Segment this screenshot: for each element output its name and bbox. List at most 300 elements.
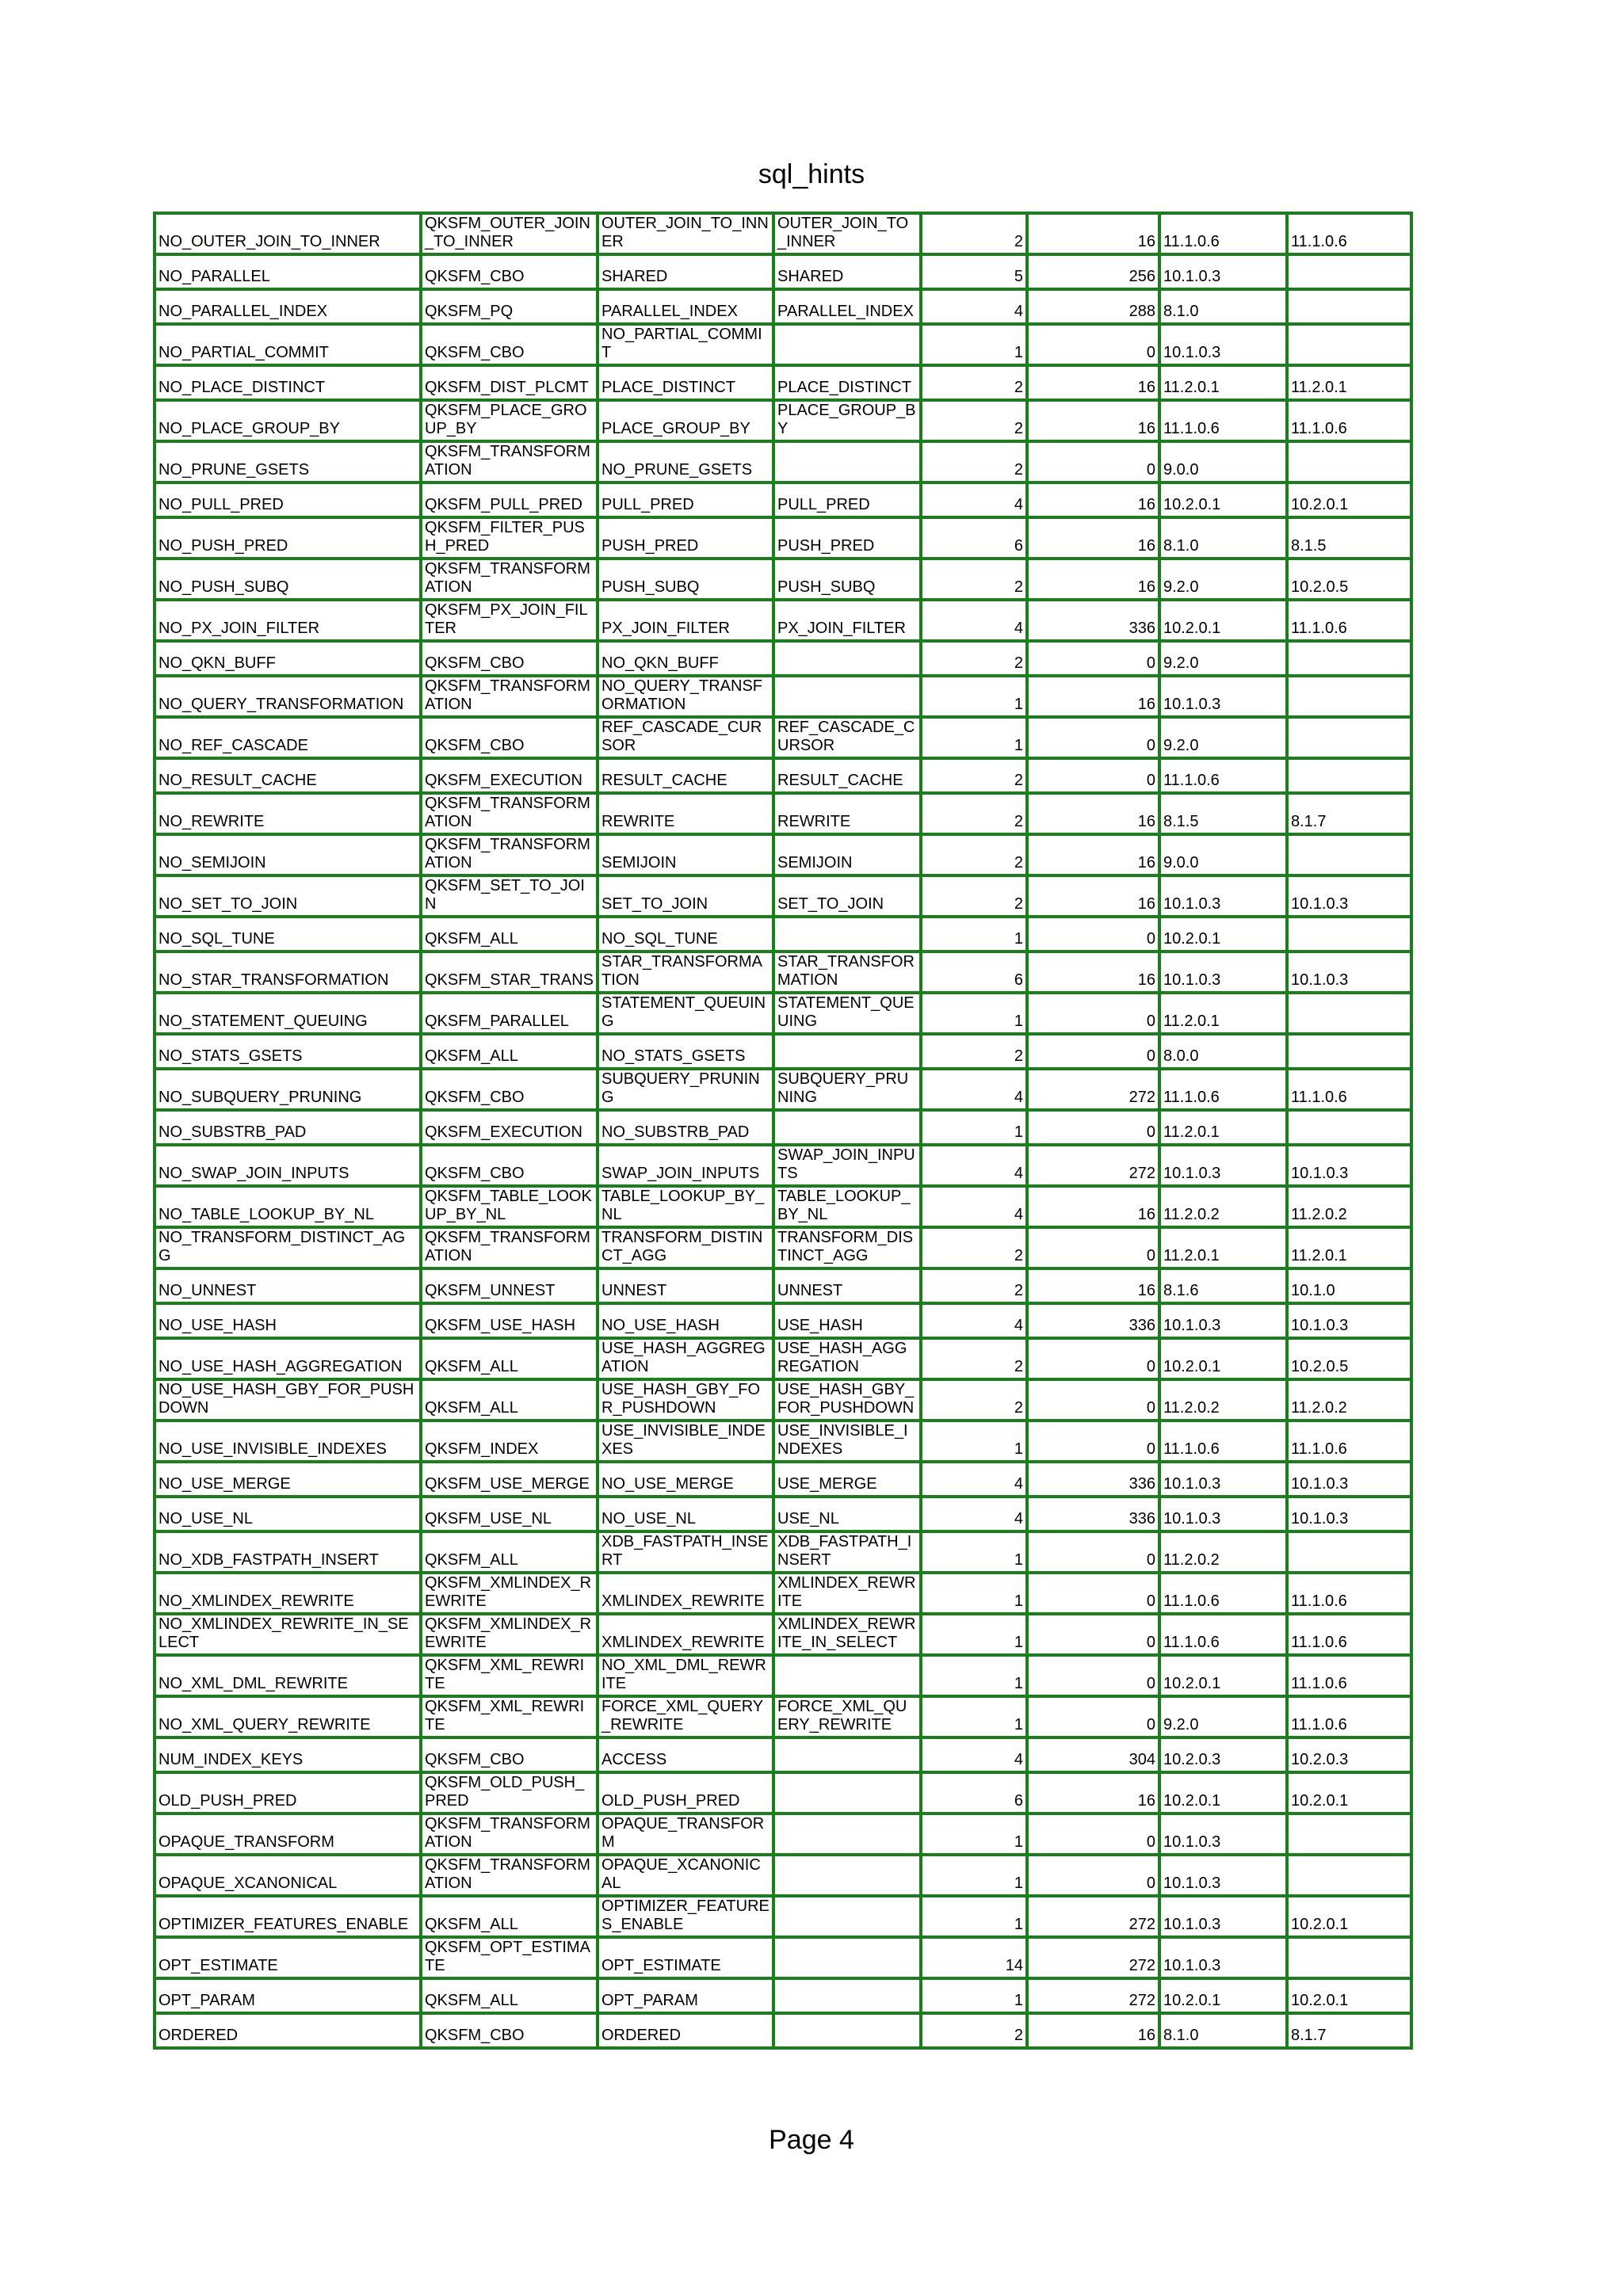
- table-row: [155, 1937, 1411, 1978]
- flags-cell: 16: [1027, 676, 1159, 717]
- hint-name-cell: NO_QKN_BUFF: [155, 641, 421, 676]
- hint-name-cell: NO_PX_JOIN_FILTER: [155, 600, 421, 641]
- outline-version-cell: 10.2.0.3: [1287, 1737, 1411, 1772]
- hints-table: [153, 212, 1413, 2050]
- hint-name-cell: OPT_ESTIMATE: [155, 1937, 421, 1978]
- inverse-cell: SHARED: [773, 254, 921, 289]
- feature-cell: QKSFM_TRANSFORMATION: [421, 793, 598, 834]
- version-cell: 10.1.0.3: [1159, 1145, 1287, 1186]
- class-cell: OPT_ESTIMATE: [598, 1937, 773, 1978]
- inverse-cell: RESULT_CACHE: [773, 758, 921, 793]
- class-cell: XDB_FASTPATH_INSERT: [598, 1531, 773, 1573]
- hint-name-cell: NO_USE_MERGE: [155, 1462, 421, 1497]
- table-row: [155, 758, 1411, 793]
- version-cell: 10.2.0.1: [1159, 1655, 1287, 1696]
- version-cell: 10.1.0.3: [1159, 1937, 1287, 1978]
- feature-cell: QKSFM_PQ: [421, 289, 598, 324]
- version-count-cell: 4: [921, 1497, 1027, 1531]
- version-count-cell: 4: [921, 482, 1027, 517]
- flags-cell: 0: [1027, 441, 1159, 482]
- table-row: [155, 1814, 1411, 1855]
- version-cell: 9.2.0: [1159, 1696, 1287, 1737]
- version-cell: 10.1.0.3: [1159, 1814, 1287, 1855]
- inverse-cell: XMLINDEX_REWRITE: [773, 1573, 921, 1614]
- class-cell: TABLE_LOOKUP_BY_NL: [598, 1186, 773, 1227]
- inverse-cell: [773, 1772, 921, 1814]
- table-row: [155, 875, 1411, 917]
- version-cell: 10.1.0.3: [1159, 676, 1287, 717]
- outline-version-cell: 11.1.0.6: [1287, 600, 1411, 641]
- class-cell: NO_STATS_GSETS: [598, 1034, 773, 1069]
- outline-version-cell: [1287, 324, 1411, 365]
- flags-cell: 0: [1027, 1814, 1159, 1855]
- version-count-cell: 2: [921, 365, 1027, 400]
- class-cell: UNNEST: [598, 1268, 773, 1303]
- hint-name-cell: OPTIMIZER_FEATURES_ENABLE: [155, 1896, 421, 1937]
- table-row: [155, 1855, 1411, 1896]
- flags-cell: 0: [1027, 1110, 1159, 1145]
- class-cell: USE_HASH_AGGREGATION: [598, 1338, 773, 1379]
- feature-cell: QKSFM_TRANSFORMATION: [421, 1227, 598, 1268]
- feature-cell: QKSFM_ALL: [421, 1338, 598, 1379]
- outline-version-cell: 11.1.0.6: [1287, 400, 1411, 441]
- outline-version-cell: 8.1.5: [1287, 517, 1411, 559]
- version-cell: 10.2.0.1: [1159, 1978, 1287, 2013]
- version-count-cell: 4: [921, 1069, 1027, 1110]
- table-row: [155, 324, 1411, 365]
- hint-name-cell: NO_USE_HASH_AGGREGATION: [155, 1338, 421, 1379]
- version-cell: 11.1.0.6: [1159, 213, 1287, 254]
- version-cell: 11.1.0.6: [1159, 1421, 1287, 1462]
- class-cell: STAR_TRANSFORMATION: [598, 952, 773, 993]
- outline-version-cell: 11.1.0.6: [1287, 213, 1411, 254]
- version-cell: 9.2.0: [1159, 717, 1287, 758]
- flags-cell: 336: [1027, 1462, 1159, 1497]
- feature-cell: QKSFM_CBO: [421, 1069, 598, 1110]
- class-cell: NO_SUBSTRB_PAD: [598, 1110, 773, 1145]
- inverse-cell: SUBQUERY_PRUNING: [773, 1069, 921, 1110]
- version-cell: 10.2.0.1: [1159, 1338, 1287, 1379]
- table-body: [155, 213, 1411, 2048]
- version-count-cell: 1: [921, 1655, 1027, 1696]
- inverse-cell: SWAP_JOIN_INPUTS: [773, 1145, 921, 1186]
- feature-cell: QKSFM_TRANSFORMATION: [421, 676, 598, 717]
- version-count-cell: 2: [921, 2013, 1027, 2048]
- version-count-cell: 2: [921, 1227, 1027, 1268]
- version-cell: 10.2.0.1: [1159, 1772, 1287, 1814]
- version-count-cell: 1: [921, 993, 1027, 1034]
- version-count-cell: 14: [921, 1937, 1027, 1978]
- class-cell: OPTIMIZER_FEATURES_ENABLE: [598, 1896, 773, 1937]
- inverse-cell: STATEMENT_QUEUING: [773, 993, 921, 1034]
- version-count-cell: 2: [921, 559, 1027, 600]
- inverse-cell: PULL_PRED: [773, 482, 921, 517]
- flags-cell: 0: [1027, 1338, 1159, 1379]
- inverse-cell: [773, 1814, 921, 1855]
- inverse-cell: [773, 1737, 921, 1772]
- version-count-cell: 1: [921, 1978, 1027, 2013]
- version-count-cell: 2: [921, 1268, 1027, 1303]
- class-cell: NO_USE_MERGE: [598, 1462, 773, 1497]
- table-row: [155, 1772, 1411, 1814]
- flags-cell: 0: [1027, 1573, 1159, 1614]
- flags-cell: 16: [1027, 875, 1159, 917]
- version-count-cell: 4: [921, 1145, 1027, 1186]
- version-cell: 11.2.0.1: [1159, 365, 1287, 400]
- version-count-cell: 4: [921, 1186, 1027, 1227]
- outline-version-cell: 11.2.0.2: [1287, 1379, 1411, 1421]
- version-cell: 11.2.0.2: [1159, 1531, 1287, 1573]
- class-cell: PLACE_GROUP_BY: [598, 400, 773, 441]
- flags-cell: 0: [1027, 1227, 1159, 1268]
- hint-name-cell: NO_XMLINDEX_REWRITE: [155, 1573, 421, 1614]
- flags-cell: 16: [1027, 1268, 1159, 1303]
- version-cell: 11.1.0.6: [1159, 400, 1287, 441]
- inverse-cell: XMLINDEX_REWRITE_IN_SELECT: [773, 1614, 921, 1655]
- class-cell: PUSH_PRED: [598, 517, 773, 559]
- feature-cell: QKSFM_PX_JOIN_FILTER: [421, 600, 598, 641]
- hint-name-cell: NO_TABLE_LOOKUP_BY_NL: [155, 1186, 421, 1227]
- table-row: [155, 1462, 1411, 1497]
- inverse-cell: REF_CASCADE_CURSOR: [773, 717, 921, 758]
- class-cell: OLD_PUSH_PRED: [598, 1772, 773, 1814]
- flags-cell: 336: [1027, 600, 1159, 641]
- inverse-cell: USE_HASH_GBY_FOR_PUSHDOWN: [773, 1379, 921, 1421]
- class-cell: ORDERED: [598, 2013, 773, 2048]
- hint-name-cell: OPAQUE_XCANONICAL: [155, 1855, 421, 1896]
- version-count-cell: 1: [921, 717, 1027, 758]
- version-count-cell: 1: [921, 676, 1027, 717]
- feature-cell: QKSFM_XML_REWRITE: [421, 1655, 598, 1696]
- inverse-cell: PARALLEL_INDEX: [773, 289, 921, 324]
- table-row: [155, 517, 1411, 559]
- inverse-cell: PUSH_PRED: [773, 517, 921, 559]
- inverse-cell: [773, 1896, 921, 1937]
- table-row: [155, 1227, 1411, 1268]
- class-cell: OUTER_JOIN_TO_INNER: [598, 213, 773, 254]
- flags-cell: 304: [1027, 1737, 1159, 1772]
- class-cell: XMLINDEX_REWRITE: [598, 1614, 773, 1655]
- feature-cell: QKSFM_XMLINDEX_REWRITE: [421, 1573, 598, 1614]
- hint-name-cell: ORDERED: [155, 2013, 421, 2048]
- outline-version-cell: [1287, 289, 1411, 324]
- version-count-cell: 6: [921, 1772, 1027, 1814]
- hint-name-cell: NO_QUERY_TRANSFORMATION: [155, 676, 421, 717]
- feature-cell: QKSFM_OLD_PUSH_PRED: [421, 1772, 598, 1814]
- table-row: [155, 1338, 1411, 1379]
- flags-cell: 0: [1027, 1696, 1159, 1737]
- flags-cell: 16: [1027, 400, 1159, 441]
- feature-cell: QKSFM_PARALLEL: [421, 993, 598, 1034]
- outline-version-cell: 10.2.0.5: [1287, 1338, 1411, 1379]
- version-count-cell: 5: [921, 254, 1027, 289]
- flags-cell: 272: [1027, 1937, 1159, 1978]
- class-cell: NO_USE_HASH: [598, 1303, 773, 1338]
- version-count-cell: 1: [921, 1896, 1027, 1937]
- class-cell: SWAP_JOIN_INPUTS: [598, 1145, 773, 1186]
- hint-name-cell: NO_STAR_TRANSFORMATION: [155, 952, 421, 993]
- flags-cell: 16: [1027, 1772, 1159, 1814]
- outline-version-cell: 10.1.0.3: [1287, 1303, 1411, 1338]
- table-row: [155, 1421, 1411, 1462]
- class-cell: NO_SQL_TUNE: [598, 917, 773, 952]
- outline-version-cell: [1287, 1531, 1411, 1573]
- outline-version-cell: 10.2.0.1: [1287, 1896, 1411, 1937]
- feature-cell: QKSFM_CBO: [421, 1737, 598, 1772]
- version-count-cell: 4: [921, 600, 1027, 641]
- inverse-cell: [773, 917, 921, 952]
- version-count-cell: 6: [921, 952, 1027, 993]
- outline-version-cell: [1287, 1855, 1411, 1896]
- flags-cell: 0: [1027, 1855, 1159, 1896]
- hint-name-cell: NO_PARTIAL_COMMIT: [155, 324, 421, 365]
- outline-version-cell: [1287, 758, 1411, 793]
- feature-cell: QKSFM_ALL: [421, 917, 598, 952]
- version-count-cell: 2: [921, 1034, 1027, 1069]
- hint-name-cell: NO_TRANSFORM_DISTINCT_AGG: [155, 1227, 421, 1268]
- flags-cell: 0: [1027, 993, 1159, 1034]
- table-row: [155, 834, 1411, 875]
- outline-version-cell: [1287, 441, 1411, 482]
- class-cell: USE_INVISIBLE_INDEXES: [598, 1421, 773, 1462]
- version-count-cell: 1: [921, 1814, 1027, 1855]
- class-cell: FORCE_XML_QUERY_REWRITE: [598, 1696, 773, 1737]
- flags-cell: 16: [1027, 2013, 1159, 2048]
- feature-cell: QKSFM_CBO: [421, 717, 598, 758]
- inverse-cell: UNNEST: [773, 1268, 921, 1303]
- version-count-cell: 6: [921, 517, 1027, 559]
- class-cell: PARALLEL_INDEX: [598, 289, 773, 324]
- flags-cell: 288: [1027, 289, 1159, 324]
- hint-name-cell: NO_PUSH_PRED: [155, 517, 421, 559]
- version-cell: 9.2.0: [1159, 559, 1287, 600]
- flags-cell: 16: [1027, 365, 1159, 400]
- version-cell: 10.1.0.3: [1159, 324, 1287, 365]
- inverse-cell: STAR_TRANSFORMATION: [773, 952, 921, 993]
- version-cell: 9.0.0: [1159, 441, 1287, 482]
- hint-name-cell: NO_SUBSTRB_PAD: [155, 1110, 421, 1145]
- table-row: [155, 213, 1411, 254]
- class-cell: REF_CASCADE_CURSOR: [598, 717, 773, 758]
- version-count-cell: 4: [921, 1303, 1027, 1338]
- version-count-cell: 2: [921, 400, 1027, 441]
- feature-cell: QKSFM_TRANSFORMATION: [421, 1855, 598, 1896]
- outline-version-cell: 10.1.0.3: [1287, 1145, 1411, 1186]
- feature-cell: QKSFM_CBO: [421, 1145, 598, 1186]
- inverse-cell: PLACE_GROUP_BY: [773, 400, 921, 441]
- class-cell: PX_JOIN_FILTER: [598, 600, 773, 641]
- hint-name-cell: NO_USE_INVISIBLE_INDEXES: [155, 1421, 421, 1462]
- hint-name-cell: NO_PUSH_SUBQ: [155, 559, 421, 600]
- inverse-cell: SEMIJOIN: [773, 834, 921, 875]
- outline-version-cell: 11.2.0.1: [1287, 1227, 1411, 1268]
- flags-cell: 0: [1027, 917, 1159, 952]
- inverse-cell: XDB_FASTPATH_INSERT: [773, 1531, 921, 1573]
- flags-cell: 0: [1027, 1034, 1159, 1069]
- hint-name-cell: OPT_PARAM: [155, 1978, 421, 2013]
- class-cell: OPAQUE_XCANONICAL: [598, 1855, 773, 1896]
- outline-version-cell: [1287, 993, 1411, 1034]
- version-count-cell: 1: [921, 1696, 1027, 1737]
- inverse-cell: USE_HASH: [773, 1303, 921, 1338]
- outline-version-cell: [1287, 676, 1411, 717]
- class-cell: USE_HASH_GBY_FOR_PUSHDOWN: [598, 1379, 773, 1421]
- version-cell: 10.1.0.3: [1159, 875, 1287, 917]
- table-row: [155, 400, 1411, 441]
- inverse-cell: [773, 324, 921, 365]
- feature-cell: QKSFM_EXECUTION: [421, 758, 598, 793]
- inverse-cell: REWRITE: [773, 793, 921, 834]
- inverse-cell: [773, 1978, 921, 2013]
- version-cell: 8.1.6: [1159, 1268, 1287, 1303]
- flags-cell: 336: [1027, 1303, 1159, 1338]
- table-row: [155, 1379, 1411, 1421]
- class-cell: ACCESS: [598, 1737, 773, 1772]
- version-cell: 9.0.0: [1159, 834, 1287, 875]
- outline-version-cell: 11.1.0.6: [1287, 1069, 1411, 1110]
- inverse-cell: USE_HASH_AGGREGATION: [773, 1338, 921, 1379]
- feature-cell: QKSFM_ALL: [421, 1531, 598, 1573]
- inverse-cell: USE_INVISIBLE_INDEXES: [773, 1421, 921, 1462]
- flags-cell: 272: [1027, 1896, 1159, 1937]
- flags-cell: 0: [1027, 1379, 1159, 1421]
- class-cell: XMLINDEX_REWRITE: [598, 1573, 773, 1614]
- feature-cell: QKSFM_CBO: [421, 324, 598, 365]
- outline-version-cell: 10.2.0.1: [1287, 1772, 1411, 1814]
- version-count-cell: 2: [921, 793, 1027, 834]
- feature-cell: QKSFM_ALL: [421, 1379, 598, 1421]
- version-cell: 11.1.0.6: [1159, 1573, 1287, 1614]
- hint-name-cell: NO_STATEMENT_QUEUING: [155, 993, 421, 1034]
- outline-version-cell: 10.1.0.3: [1287, 952, 1411, 993]
- inverse-cell: TABLE_LOOKUP_BY_NL: [773, 1186, 921, 1227]
- version-count-cell: 1: [921, 1855, 1027, 1896]
- feature-cell: QKSFM_UNNEST: [421, 1268, 598, 1303]
- page-number: Page 4: [769, 2125, 854, 2155]
- feature-cell: QKSFM_USE_MERGE: [421, 1462, 598, 1497]
- version-count-cell: 1: [921, 1110, 1027, 1145]
- table-row: [155, 1186, 1411, 1227]
- hint-name-cell: NO_UNNEST: [155, 1268, 421, 1303]
- outline-version-cell: 11.1.0.6: [1287, 1614, 1411, 1655]
- feature-cell: QKSFM_EXECUTION: [421, 1110, 598, 1145]
- table-row: [155, 717, 1411, 758]
- flags-cell: 16: [1027, 213, 1159, 254]
- feature-cell: QKSFM_TABLE_LOOKUP_BY_NL: [421, 1186, 598, 1227]
- outline-version-cell: [1287, 641, 1411, 676]
- table-row: [155, 793, 1411, 834]
- version-cell: 10.1.0.3: [1159, 1462, 1287, 1497]
- inverse-cell: PUSH_SUBQ: [773, 559, 921, 600]
- outline-version-cell: 10.1.0.3: [1287, 875, 1411, 917]
- version-count-cell: 2: [921, 641, 1027, 676]
- class-cell: NO_XML_DML_REWRITE: [598, 1655, 773, 1696]
- table-row: [155, 254, 1411, 289]
- version-count-cell: 2: [921, 758, 1027, 793]
- flags-cell: 0: [1027, 1531, 1159, 1573]
- table-row: [155, 1737, 1411, 1772]
- flags-cell: 0: [1027, 717, 1159, 758]
- version-cell: 10.1.0.3: [1159, 952, 1287, 993]
- inverse-cell: [773, 2013, 921, 2048]
- feature-cell: QKSFM_CBO: [421, 641, 598, 676]
- class-cell: REWRITE: [598, 793, 773, 834]
- version-count-cell: 1: [921, 1421, 1027, 1462]
- feature-cell: QKSFM_OUTER_JOIN_TO_INNER: [421, 213, 598, 254]
- outline-version-cell: [1287, 1937, 1411, 1978]
- inverse-cell: OUTER_JOIN_TO_INNER: [773, 213, 921, 254]
- version-cell: 10.1.0.3: [1159, 1497, 1287, 1531]
- inverse-cell: [773, 1937, 921, 1978]
- version-cell: 10.1.0.3: [1159, 1855, 1287, 1896]
- feature-cell: QKSFM_ALL: [421, 1978, 598, 2013]
- class-cell: OPAQUE_TRANSFORM: [598, 1814, 773, 1855]
- version-cell: 10.2.0.1: [1159, 482, 1287, 517]
- table-row: [155, 1614, 1411, 1655]
- hint-name-cell: NO_USE_HASH: [155, 1303, 421, 1338]
- hint-name-cell: NO_XDB_FASTPATH_INSERT: [155, 1531, 421, 1573]
- version-cell: 11.2.0.1: [1159, 1227, 1287, 1268]
- table-row: [155, 2013, 1411, 2048]
- hint-name-cell: NO_STATS_GSETS: [155, 1034, 421, 1069]
- table-row: [155, 482, 1411, 517]
- outline-version-cell: 11.1.0.6: [1287, 1573, 1411, 1614]
- hint-name-cell: NO_SWAP_JOIN_INPUTS: [155, 1145, 421, 1186]
- inverse-cell: USE_NL: [773, 1497, 921, 1531]
- outline-version-cell: 11.1.0.6: [1287, 1655, 1411, 1696]
- hint-name-cell: NO_OUTER_JOIN_TO_INNER: [155, 213, 421, 254]
- hint-name-cell: NO_SQL_TUNE: [155, 917, 421, 952]
- feature-cell: QKSFM_SET_TO_JOIN: [421, 875, 598, 917]
- hint-name-cell: NO_REWRITE: [155, 793, 421, 834]
- hint-name-cell: NO_REF_CASCADE: [155, 717, 421, 758]
- outline-version-cell: 8.1.7: [1287, 793, 1411, 834]
- class-cell: TRANSFORM_DISTINCT_AGG: [598, 1227, 773, 1268]
- version-count-cell: 1: [921, 1531, 1027, 1573]
- version-count-cell: 2: [921, 834, 1027, 875]
- version-cell: 11.2.0.1: [1159, 993, 1287, 1034]
- version-count-cell: 1: [921, 1614, 1027, 1655]
- flags-cell: 0: [1027, 1614, 1159, 1655]
- table-row: [155, 641, 1411, 676]
- feature-cell: QKSFM_TRANSFORMATION: [421, 441, 598, 482]
- class-cell: STATEMENT_QUEUING: [598, 993, 773, 1034]
- inverse-cell: [773, 1034, 921, 1069]
- outline-version-cell: [1287, 717, 1411, 758]
- version-cell: 8.1.5: [1159, 793, 1287, 834]
- table-row: [155, 289, 1411, 324]
- version-cell: 10.1.0.3: [1159, 1896, 1287, 1937]
- inverse-cell: [773, 641, 921, 676]
- flags-cell: 336: [1027, 1497, 1159, 1531]
- table-row: [155, 559, 1411, 600]
- table-row: [155, 917, 1411, 952]
- feature-cell: QKSFM_STAR_TRANS: [421, 952, 598, 993]
- hint-name-cell: NO_PULL_PRED: [155, 482, 421, 517]
- outline-version-cell: [1287, 1110, 1411, 1145]
- version-cell: 11.2.0.2: [1159, 1186, 1287, 1227]
- class-cell: RESULT_CACHE: [598, 758, 773, 793]
- class-cell: PLACE_DISTINCT: [598, 365, 773, 400]
- hint-name-cell: OPAQUE_TRANSFORM: [155, 1814, 421, 1855]
- table-row: [155, 1497, 1411, 1531]
- feature-cell: QKSFM_CBO: [421, 2013, 598, 2048]
- outline-version-cell: 10.1.0: [1287, 1268, 1411, 1303]
- page-title: sql_hints: [758, 159, 865, 189]
- table-row: [155, 1145, 1411, 1186]
- outline-version-cell: [1287, 917, 1411, 952]
- hint-name-cell: NO_XMLINDEX_REWRITE_IN_SELECT: [155, 1614, 421, 1655]
